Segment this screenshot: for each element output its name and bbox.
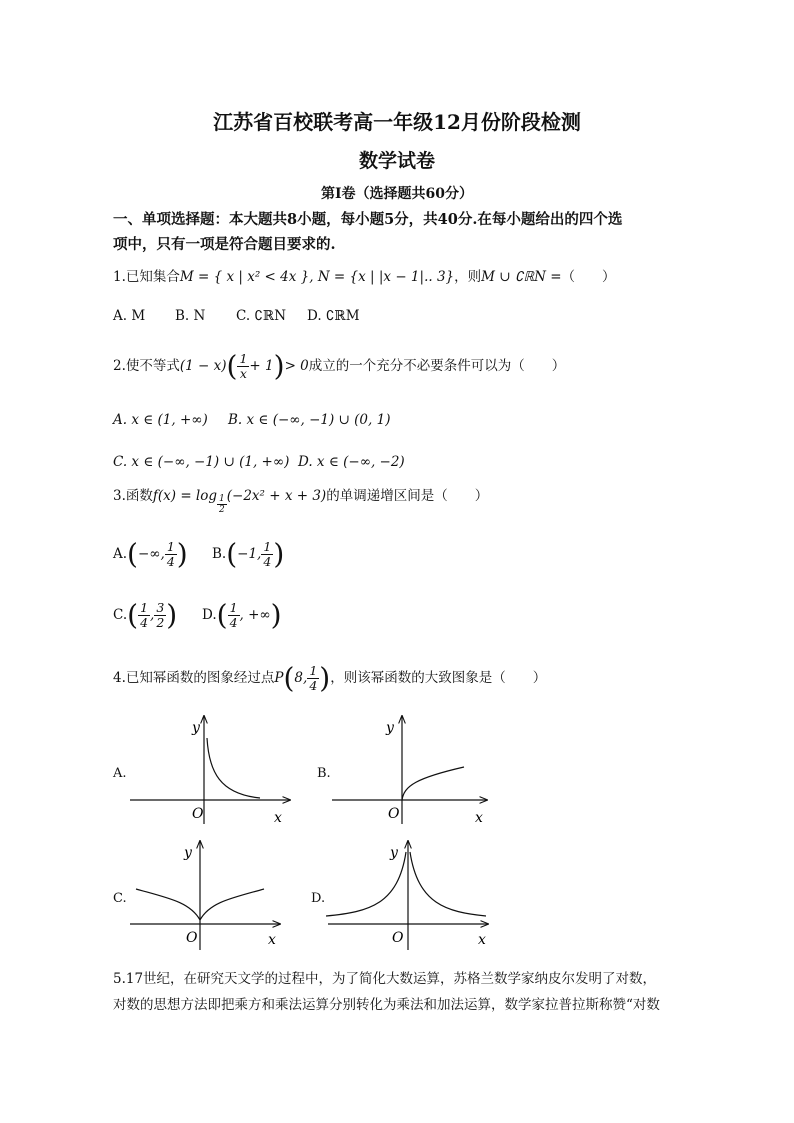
q3-option-a: A.(−∞, $\frac{1}{4}$ ) xyxy=(113,537,188,571)
q4-point-num: 1 xyxy=(309,663,318,678)
question-1 xyxy=(113,265,616,285)
q1-option-a: A. M xyxy=(113,308,146,324)
q1-option-d: D. ∁ℝM xyxy=(307,308,360,324)
question-2: 2.使不等式(1 − x)( $\frac{1}{x}$ + 1)> 0成立的一个充分不必要条件可以为（ ） xyxy=(113,349,566,383)
graph-a xyxy=(128,712,298,827)
q3-base-num: 1 xyxy=(219,494,225,504)
q1-mid: ，则 xyxy=(454,269,482,285)
q4-point-x: 8, xyxy=(294,670,308,686)
q3-func: f(x) = log xyxy=(152,488,218,504)
graph-c-label: C. xyxy=(113,891,127,906)
q2-expr-right: > 0 xyxy=(284,358,309,374)
q2-option-d: D. x ∈ (−∞, −2) xyxy=(298,454,405,470)
q3-arg: (−2x² + x + 3) xyxy=(226,488,327,504)
q2-option-b: B. x ∈ (−∞, −1) ∪ (0, 1) xyxy=(228,412,391,428)
q1-set-n: , N = {x | |x − 1|.. 3} xyxy=(309,269,455,285)
q1-set-m: M = { x | x² < 4x } xyxy=(179,269,310,285)
graph-b-label: B. xyxy=(317,766,331,781)
q2-option-c: C. x ∈ (−∞, −1) ∪ (1, +∞) xyxy=(113,454,290,470)
q2-option-a: A. x ∈ (1, +∞) xyxy=(113,412,208,428)
graph-d-label: D. xyxy=(311,891,326,906)
question-4: 4.已知幂函数的图象经过点P(8, $\frac{1}{4}$ )，则该幂函数的大致图象是（ ） xyxy=(113,661,547,695)
q4-suffix: ，则该幂函数的大致图象是（ ） xyxy=(330,670,547,686)
instructions-line-2: 项中，只有一项是符合题目要求的. xyxy=(113,236,336,253)
graph-a-label: A. xyxy=(113,766,127,781)
q3-option-b: B.(−1, $\frac{1}{4}$ ) xyxy=(212,537,285,571)
q1-option-b: B. N xyxy=(175,308,206,324)
q4-point: P xyxy=(274,670,284,686)
graph-c-origin: O xyxy=(186,930,198,946)
graph-b-origin: O xyxy=(388,806,400,822)
q3-option-d: D.( $\frac{1}{4}$ , +∞) xyxy=(202,598,282,632)
exam-title: 江苏省百校联考高一年级12月份阶段检测 xyxy=(213,110,581,134)
q1-suffix: （ ） xyxy=(561,269,616,285)
graph-c-axis-y: y xyxy=(184,845,192,861)
question-5-line-2: 对数的思想方法即把乘方和乘法运算分别转化为乘法和加法运算，数学家拉普拉斯称赞“对数 xyxy=(113,997,660,1013)
q1-expr: M ∪ ∁ℝN = xyxy=(481,269,562,285)
q3-option-c: C.( $\frac{1}{4}$ , $\frac{3}{2}$ ) xyxy=(113,598,178,632)
q1-option-c: C. ∁ℝN xyxy=(236,308,287,324)
q2-suffix: 成立的一个充分不必要条件可以为（ ） xyxy=(308,358,566,374)
q2-prefix: 2.使不等式 xyxy=(113,358,180,374)
q4-point-den: 4 xyxy=(309,678,318,693)
graph-b-axis-y: y xyxy=(386,720,394,736)
q1-prefix: 1.已知集合 xyxy=(113,269,180,285)
graph-a-origin: O xyxy=(192,806,204,822)
graph-d xyxy=(326,838,496,953)
graph-d-axis-x: x xyxy=(478,932,486,948)
graph-c-axis-x: x xyxy=(268,932,276,948)
graph-b-axis-x: x xyxy=(475,810,483,826)
graph-d-origin: O xyxy=(392,930,404,946)
graph-c xyxy=(128,838,288,953)
q3-suffix: 的单调递增区间是（ ） xyxy=(326,488,489,504)
q2-frac-num: 1 xyxy=(239,351,248,366)
instructions-line-1: 一、单项选择题：本大题共8小题，每小题5分，共40分.在每小题给出的四个选 xyxy=(113,211,623,228)
question-5-line-1: 5.17世纪，在研究天文学的过程中，为了简化大数运算，苏格兰数学家纳皮尔发明了对数， xyxy=(113,971,657,987)
q2-frac-plus: + 1 xyxy=(249,358,274,374)
graph-b xyxy=(330,712,495,827)
q2-expr-left: (1 − x) xyxy=(179,358,227,374)
question-3 xyxy=(113,484,488,515)
section-heading: 第I卷（选择题共60分） xyxy=(320,186,474,202)
q2-frac-den: x xyxy=(239,366,247,381)
q4-prefix: 4.已知幂函数的图象经过点 xyxy=(113,670,275,686)
q3-prefix: 3.函数 xyxy=(113,488,153,504)
exam-subtitle: 数学试卷 xyxy=(358,150,435,172)
graph-a-axis-x: x xyxy=(274,810,282,826)
graph-a-axis-y: y xyxy=(192,720,200,736)
graph-d-axis-y: y xyxy=(390,845,398,861)
q3-base-den: 2 xyxy=(219,505,225,515)
